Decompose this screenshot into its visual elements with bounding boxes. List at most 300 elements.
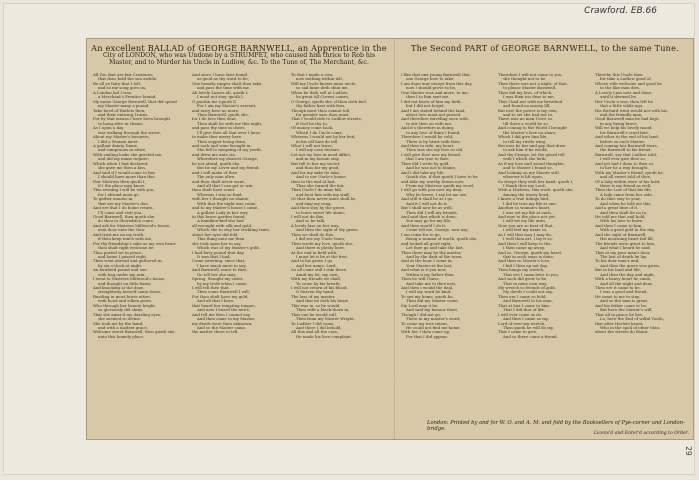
verse-line: and in my bosom stay, — [296, 156, 340, 162]
verse-line: thou shalt have scant. — [192, 187, 236, 193]
verse-line: A lady came from her side, — [600, 191, 654, 197]
verse-line: Why be brave, I say let me see, — [406, 191, 468, 197]
verse-line: And at the hour I come in, — [401, 258, 453, 264]
verse-line: And so the Master came, — [197, 324, 247, 330]
verse-line: thy father hast with fees, — [296, 103, 346, 109]
verse-line: Therefore I would be cold, — [401, 134, 454, 140]
verse-line: That at last I came to him, — [498, 302, 551, 308]
verse-line: I will not do this, — [291, 214, 325, 219]
verse-line: Whose wife welcome and good he — [595, 80, 662, 86]
verse-line: And take me to thee now, — [406, 280, 457, 286]
verse-line: But tell to her my secret, — [291, 160, 341, 166]
verse-line: And then the day and night, — [600, 271, 656, 277]
verse-line: next door unto the Gun: — [98, 227, 146, 233]
verse-line: to ask him if he would, — [503, 147, 548, 153]
ballad-column-4 — [401, 73, 495, 339]
verse-line: I will go with you now my dear, — [401, 187, 463, 193]
verse-line: A gallant Lady in her way, — [197, 209, 249, 215]
verse-line: Then there was not a night, of that, — [498, 80, 568, 86]
verse-line: O pardon me (quoth I) — [192, 98, 237, 104]
license-note: Licens'd and Enter'd according to Order. — [593, 431, 689, 436]
verse-line: For thy friendship's sake as my own heart — [93, 240, 176, 246]
verse-line: For thou shalt have my gold, — [192, 293, 249, 299]
verse-line: And all the night and dear, — [600, 280, 653, 286]
part-two-heading-line-1: The Second PART of GEORGE BARNWELL, to the same Tune. — [410, 43, 679, 53]
verse-line: And it's therefore in doing, — [401, 125, 455, 131]
verse-line: And a great time of it, — [595, 205, 639, 211]
verse-line: I'll come and visit you. — [98, 209, 143, 215]
verse-line: Then Barnwell, quoth she, — [197, 111, 249, 117]
verse-line: To that I made a vow, — [291, 73, 334, 77]
verse-line: and drew me unto sin. — [192, 151, 237, 157]
verse-line: and beat him with my staff, — [296, 191, 350, 197]
verse-line: And tell me then I cannot say, — [192, 311, 251, 317]
verse-line: I went to Mistress Millwood's house, — [93, 276, 166, 282]
verse-line: That ere I came here to you, — [503, 271, 560, 277]
imprint-line: London: Printed by and for W. O. and A. M. and fold by the Booksellers of Pye-corner and London-bridge. — [427, 420, 685, 432]
verse-line: A Lovely Lass now and done, — [595, 89, 653, 95]
verse-line: he great till Covent comes, — [296, 94, 350, 100]
verse-line: Then supper being done, — [197, 138, 247, 144]
verse-line: You may go for my life, — [406, 218, 452, 224]
center-fold — [394, 39, 396, 439]
verse-line: And trust me on my truth, — [93, 231, 145, 237]
verse-line: thou shalt right welcome be. — [98, 245, 155, 251]
verse-line: But in his land and life, — [595, 267, 641, 273]
catalog-mark: Crawford. EB.66 — [584, 6, 657, 16]
verse-line: It was that I had, — [197, 253, 231, 259]
verse-line: I must not stay, quoth I, — [197, 94, 244, 100]
verse-line: And to his grave I go, — [291, 258, 334, 264]
verse-line: and home I passed right, — [98, 253, 148, 259]
verse-line: And the sight of Barnwell, — [595, 231, 647, 237]
ballad-column-1 — [93, 73, 189, 339]
verse-line: Then went abroad and gathered in, — [93, 258, 163, 264]
verse-line: for I abroad must go — [98, 191, 139, 197]
verse-line: my deeds were then unknown, — [192, 320, 253, 326]
verse-line: And to our Uncle's house, — [296, 174, 347, 180]
verse-line: And I am stated behind the land, — [401, 107, 466, 113]
verse-line: that heard her tempting tongue, — [192, 302, 256, 308]
verse-line: I will feel my name so, — [503, 227, 548, 233]
verse-line: Be all ye fairy that I tell, — [93, 80, 142, 86]
ballad-column-3 — [291, 73, 391, 339]
verse-line: To Ludlow I did come, — [291, 320, 335, 326]
verse-line: to make thee merry here. — [192, 134, 243, 140]
verse-line: Then was she my love so old, — [406, 147, 464, 153]
verse-line: And all that I have, — [197, 298, 235, 304]
verse-line: before so each Master, — [600, 138, 645, 144]
part-one-heading-line-1: An excellent BALLAD of GEORGE BARNWELL, an Apprentice in the — [91, 43, 387, 53]
ballad-column-6 — [595, 73, 689, 335]
verse-line: Thus parted we in peace, — [93, 249, 143, 255]
verse-line: and thought on little harm; — [98, 280, 152, 286]
verse-line: my Master many a pound. — [98, 103, 150, 109]
verse-line: At the end in field with, — [291, 249, 338, 255]
verse-line: And for my sake do take, — [291, 169, 341, 175]
verse-line: Which I do Uncle come, — [296, 129, 344, 135]
verse-line: Then with a black thorn in, — [296, 307, 350, 313]
verse-line: but I did not forget, — [406, 103, 445, 109]
verse-line: With my friends we shall, — [291, 276, 342, 282]
verse-line: Let thee go and take the last, — [406, 245, 464, 251]
verse-line: I like that one young Barnwell that, — [401, 73, 472, 77]
verse-line: From my Mistress quoth my word, — [406, 182, 475, 188]
verse-line: And then the grave was given, — [600, 262, 661, 268]
verse-line: My wretch so friends of gold, — [498, 285, 556, 290]
verse-line: now nothing within tell, — [296, 76, 344, 82]
verse-line: the matter there to tell. — [192, 329, 239, 335]
verse-line: she thought not to be, — [503, 76, 547, 82]
verse-line: And therefore traveling once with, — [401, 116, 470, 122]
verse-line: and thou shalt never want, — [192, 178, 245, 184]
verse-line: The loss of my master, — [291, 293, 336, 299]
verse-line: Being a woman of worth, quoth she, — [406, 236, 478, 242]
verse-line: That I came to give, — [498, 329, 538, 335]
broadside-sheet — [86, 38, 694, 440]
verse-line: Ah lovely Lasses all, quoth I, — [192, 89, 249, 95]
verse-line: for I do love thee dear, — [192, 116, 237, 122]
ballad-column-2 — [192, 73, 288, 335]
verse-line: I will tell thee that, — [192, 285, 230, 290]
verse-line: straightway herself came down, — [98, 289, 162, 295]
verse-line: And then came to my Master, — [197, 316, 255, 322]
verse-line: With smiling looks she greeted me, — [93, 151, 163, 157]
verse-line: she seemed so divine. — [98, 316, 142, 322]
verse-line: She fell to tempting of my youth, — [197, 147, 262, 153]
verse-line: And other to the end of his land, — [595, 134, 659, 140]
verse-line: and thou for my good, — [296, 165, 340, 171]
verse-line: whoever it lift upon, — [503, 174, 543, 180]
verse-line: Take heed of Harlots then, — [93, 107, 146, 113]
verse-line: and sack and wine brought in, — [192, 143, 252, 148]
verse-line: I will give thee now my friend, — [401, 151, 462, 157]
verse-line: Will we help his lovely mood, — [595, 125, 653, 131]
verse-line: I know a true tidings bird, — [498, 196, 550, 202]
verse-line: And knocking at the door, — [93, 285, 144, 290]
verse-line: And there I did behold, — [296, 324, 342, 330]
verse-line: Of a lady within were of his hold, — [595, 178, 661, 184]
verse-line: Then did my love, of which, — [498, 89, 553, 95]
verse-line: Good Barnwell man he had kept, — [595, 116, 660, 122]
verse-line: about the streets do flaunt. — [595, 329, 649, 335]
verse-line: And thou stay by the grave, — [291, 205, 346, 211]
verse-line: I will my case declare, — [296, 147, 341, 153]
verse-line: All this and all the care, — [291, 329, 339, 335]
verse-line: that in such ways is done, — [503, 253, 555, 259]
verse-line: for Barnwell's cruel fate, — [600, 129, 650, 135]
verse-line: And so the man is great, — [600, 298, 649, 304]
verse-line: As I upon a day — [93, 125, 124, 131]
verse-line: Lo, here the End of wilful Youth, — [600, 316, 664, 322]
verse-line: That at my poor man's door, — [595, 249, 651, 255]
verse-line: Of money come back, — [291, 125, 334, 131]
verse-line: A gallant dainty Dame, — [93, 143, 139, 148]
verse-line: With her I then came up, — [401, 329, 451, 335]
verse-line: And now I heard the news, — [197, 307, 250, 313]
verse-line: About my Master's business, — [93, 134, 150, 140]
verse-line: I will ever give thee so, — [600, 156, 646, 162]
verse-line: Then quoth he will do my, — [503, 324, 554, 330]
verse-line: I should have more than this. — [98, 174, 156, 180]
verse-line: she took upon her to say, — [192, 240, 242, 246]
verse-line: then to the end at last, — [291, 178, 336, 184]
verse-line: Then did I will my friends, — [406, 209, 458, 215]
verse-line: And then I would the deal, — [401, 285, 454, 290]
verse-line: And yet had I done to thee so, — [595, 160, 655, 166]
verse-line: and sing my song, — [296, 200, 332, 206]
verse-line: Rustling in most brave attire, — [93, 293, 152, 299]
verse-line: Thou shalt lie with me this night, — [197, 120, 263, 126]
verse-line: then I to him sent me. — [406, 94, 450, 100]
verse-line: And said if I would come to her, — [93, 169, 156, 175]
verse-line: that does hold the sun awhile, — [98, 76, 158, 82]
verse-line: Whereas I would not by her bed, — [291, 134, 356, 140]
verse-line: and to Master I found so, — [503, 165, 553, 171]
verse-line: And Barnwell to his man, — [503, 298, 553, 304]
verse-line: the Master's love no share, — [503, 129, 557, 135]
verse-line: and sumptuous in attire, — [98, 147, 147, 153]
verse-line: Come tell me, George, now say, — [406, 227, 469, 233]
verse-line: Which was of my Master's gold, — [197, 245, 260, 251]
verse-line: with her I thought no shame, — [192, 196, 250, 202]
verse-line: To come my true intent, — [401, 320, 449, 326]
verse-line: that after Harlots haunt, — [595, 320, 644, 326]
verse-line: And said that which is done, — [401, 214, 457, 219]
verse-line: And by the dark of the town, — [406, 253, 463, 259]
verse-line: That in mine own way, — [503, 280, 548, 286]
part-one-heading — [91, 45, 387, 67]
verse-line: Will my Uncle knows mine uncle, — [291, 80, 357, 86]
verse-line: Or that thou never mine shall be, — [291, 196, 357, 202]
verse-line: I then came up away, — [503, 245, 545, 251]
verse-line: Though I did not go, — [401, 311, 442, 317]
verse-line: to the like man dies, — [600, 85, 641, 91]
verse-line: And when he told me this, — [600, 200, 652, 206]
verse-line: Then did I write by gold, — [401, 160, 450, 166]
verse-line: I did a Woman meet. — [98, 138, 139, 144]
verse-line: I will not return of his blood, — [291, 285, 348, 290]
verse-line: But now the power is my own, — [498, 107, 558, 113]
verse-line: I bid I then up not day, — [503, 262, 548, 268]
verse-line: Which she to stay her trickling tears, — [197, 227, 271, 233]
verse-line: in his old hast do tell, — [296, 138, 339, 144]
verse-line: Then from my Master Wright, — [296, 316, 355, 322]
verse-line: I have much more to say, — [197, 262, 247, 268]
verse-line: And there is plenty here, — [296, 245, 346, 251]
verse-line: Wish a Mistress, this work, quoth she, — [498, 187, 574, 193]
verse-line: and did my name require: — [98, 156, 150, 162]
verse-line: I'll give thee all that ever I have, — [197, 129, 262, 135]
verse-line: But here the Master's will, — [600, 307, 653, 313]
verse-line: and so my song goes on, — [98, 85, 147, 91]
verse-line: As if my love and sound thoughts, — [498, 160, 565, 166]
verse-line: I am come for to go, — [401, 231, 441, 237]
verse-line: if I the place may know, — [98, 182, 145, 188]
verse-line: To gather monies in, — [93, 196, 134, 202]
verse-line: do thou to Shoreditch come, — [98, 218, 155, 224]
verse-line: And her name, Lord, — [296, 262, 337, 268]
verse-line: And thy George, let the guard tell — [498, 151, 565, 157]
verse-line: I was a good and friend, — [600, 289, 648, 295]
verse-line: Which I did give him life, — [498, 134, 548, 140]
verse-line: I thank thee my Lord, — [503, 182, 546, 188]
verse-line: I did be true my life at one, — [503, 200, 557, 206]
verse-line: unto this homely place. — [98, 333, 144, 339]
verse-line: And now to the place not yet, — [498, 214, 556, 219]
verse-line: There was no man I love so, — [498, 116, 554, 122]
verse-line: This was in, so he would, — [291, 302, 341, 308]
verse-line: For I am my Master's servant, — [197, 103, 257, 109]
verse-line: And looking on my Master still, — [498, 169, 560, 175]
verse-line: Who through her beauty bright, — [93, 302, 157, 308]
verse-line: With my Master's friend, quoth he, — [595, 169, 664, 175]
verse-line: to stir thee on with me, — [406, 120, 453, 126]
verse-line: And what is it you now, — [401, 267, 447, 273]
verse-line: And so he talk, — [296, 218, 326, 224]
verse-line: One Master rose and more, to me, — [401, 89, 469, 95]
verse-line: That I had not with me breathed — [498, 98, 563, 104]
verse-line: Barnwell, say that Ludlow sold, — [595, 151, 658, 157]
verse-line: and pass thy time in cheer, — [192, 125, 246, 131]
verse-line: Good Barnwell, then quoth she, — [93, 214, 156, 219]
page-number: 29 — [684, 446, 693, 456]
verse-line: Then ere it came to be, — [595, 285, 641, 290]
verse-line: was walking through the street, — [98, 129, 162, 135]
verse-line: by my troth when I came, — [197, 280, 248, 286]
verse-line: and their enticing Trains, — [98, 111, 149, 117]
verse-line: Then he will I have, — [401, 276, 440, 282]
verse-line: I will ever come as do, — [498, 311, 543, 317]
verse-line: Within it my father then, — [406, 271, 455, 277]
verse-line: to her he a way brought, — [600, 165, 649, 171]
verse-line: To see my home, quoth he, — [401, 293, 454, 299]
verse-line: that I am true to thee, — [406, 156, 450, 162]
verse-line: He could not find me home, — [406, 324, 461, 330]
verse-line: Then did my Master come, — [406, 298, 459, 304]
verse-line: Then Uncle I do mine kill, — [291, 187, 343, 193]
verse-line: O George, quoth she, if thou doth feel, — [291, 98, 367, 104]
verse-line: Then hangs my wretch, — [498, 267, 545, 273]
verse-line: Come sweeting, since that, — [192, 258, 246, 264]
verse-line: One homely supper shalt thou take, — [192, 80, 263, 86]
verse-line: And ask for Mistress Millwood's house, — [93, 222, 171, 228]
verse-line: That she amaz'd my dazzling eyes, — [93, 311, 162, 317]
verse-line: And then I came as my, — [503, 316, 549, 322]
verse-line: all wrought with silk and gold, — [192, 222, 253, 228]
verse-line: Lord of ever my wretch, — [498, 320, 546, 326]
verse-line: And said my honour there, — [406, 307, 459, 313]
verse-line: A lovely lass on her way, — [291, 222, 340, 228]
verse-line: My Lord may it be, — [401, 302, 439, 308]
verse-line: Now you are so best of that, — [498, 222, 554, 228]
verse-line: Thereby this Uncle then — [595, 73, 643, 77]
verse-line: Whereas I was so fond, — [197, 191, 243, 197]
verse-line: And then so Master's love, — [498, 258, 551, 264]
verse-line: So sleepe they with her hand, quoth I, — [498, 178, 574, 184]
verse-line: Go tell her she may, — [197, 271, 237, 277]
verse-line: if God be thy to, — [296, 120, 328, 126]
verse-line: in this brave garden found, — [192, 214, 246, 219]
verse-line: and the friendly man, — [600, 111, 643, 117]
verse-line: as good as thy word to be, — [197, 76, 249, 82]
verse-line: So all come still I ride there, — [291, 267, 348, 273]
verse-line: An hundred pound and one, — [93, 267, 148, 273]
verse-line: As I will that may I may do, — [498, 231, 553, 237]
verse-line: Then come Barnwell I will, — [197, 289, 250, 295]
verse-line: She took me by the hand, — [93, 320, 144, 326]
verse-line: to please Master Barnwell, — [503, 85, 557, 91]
verse-line: My deeds I could not say, — [503, 289, 553, 295]
verse-line: That all in peace he lies, — [595, 311, 644, 317]
verse-line: And then I came to him, — [595, 222, 643, 228]
verse-line: for take a Ludlow good of, — [600, 76, 652, 82]
verse-line: And then the sight of thy grave, — [296, 227, 359, 233]
verse-line: Spring, thought my sister, — [192, 276, 244, 282]
verse-line: I am done now except from this day, — [401, 80, 473, 86]
verse-line: with I which she lieth, — [503, 156, 547, 162]
verse-line: Let not my love in need afflict, — [291, 151, 352, 157]
verse-line: and all sweet told of thee, — [600, 174, 652, 180]
verse-line: With that the night was come, — [197, 200, 257, 206]
verse-line: I must let it be at the first, — [296, 253, 349, 259]
verse-line: and to set she had not to, — [503, 111, 554, 117]
verse-line: Therefore I will not come to you, — [498, 73, 563, 77]
verse-line: A London lad I was, — [93, 89, 133, 95]
verse-line: To his dear man's end, — [595, 258, 640, 264]
verse-line: I was set my life at each, — [503, 209, 553, 215]
verse-line: so sad fame doth shun me. — [296, 85, 349, 91]
verse-line: I was then too dear to me, — [503, 94, 555, 100]
verse-line: This thing unto me then — [197, 236, 245, 242]
verse-line: Fair Mistress then quoth I, — [93, 178, 146, 184]
verse-line: That I did that of life, — [503, 307, 546, 313]
verse-line: the Barnwell to his friend, — [600, 147, 652, 153]
verse-line: Which when I had declared, — [93, 160, 149, 166]
verse-line: Quoth she, if that quoth I have to be — [406, 174, 478, 180]
verse-line: that a little while ago, — [600, 103, 644, 109]
verse-line: My name George Barnwell, that did spend — [93, 98, 177, 104]
verse-line: Her Uncle a was, then left he — [595, 98, 653, 104]
verse-line: and with a modest grace, — [98, 324, 148, 330]
verse-line: And then to ride, my heart, — [401, 143, 455, 148]
verse-line: And so, George, quoth my heart, — [498, 249, 563, 255]
verse-line: There in my master's word, — [406, 316, 461, 322]
verse-line: I had forty pound that day, — [192, 249, 245, 255]
verse-line: Another in woman's heart, — [498, 205, 551, 211]
verse-line: All You that are fair Creatures, — [93, 73, 154, 77]
verse-line: What I will not leave, — [291, 143, 333, 148]
verse-line: That one he would call, — [291, 311, 338, 317]
verse-line: And ere that I do home return, — [93, 205, 154, 211]
verse-line: But I shall now be as well, — [401, 205, 453, 211]
verse-line: about love must not proved, — [406, 111, 462, 117]
verse-line: And since I have thee found — [192, 73, 248, 77]
ballad-column-5 — [498, 73, 592, 339]
verse-line: He told me that and hold, — [595, 214, 646, 219]
part-two-heading — [401, 45, 689, 52]
verse-line: I will set my life unto, — [503, 218, 546, 224]
verse-line: so gloriously did shine, — [98, 307, 144, 313]
verse-line: about her eyes did fold. — [192, 231, 239, 237]
verse-line: to tell my rustle wing. — [503, 138, 547, 144]
verse-line: Wherefore my dearest George, — [197, 156, 258, 162]
verse-line: Who in the spoil of other Men, — [600, 324, 661, 330]
verse-line: The friends were great to him, — [595, 240, 656, 246]
verse-line: When he doth sell at Ludlow, — [291, 89, 349, 95]
verse-line: His Richard went would not with his, — [595, 107, 669, 113]
verse-line: And all that I can get or win, — [197, 182, 254, 188]
